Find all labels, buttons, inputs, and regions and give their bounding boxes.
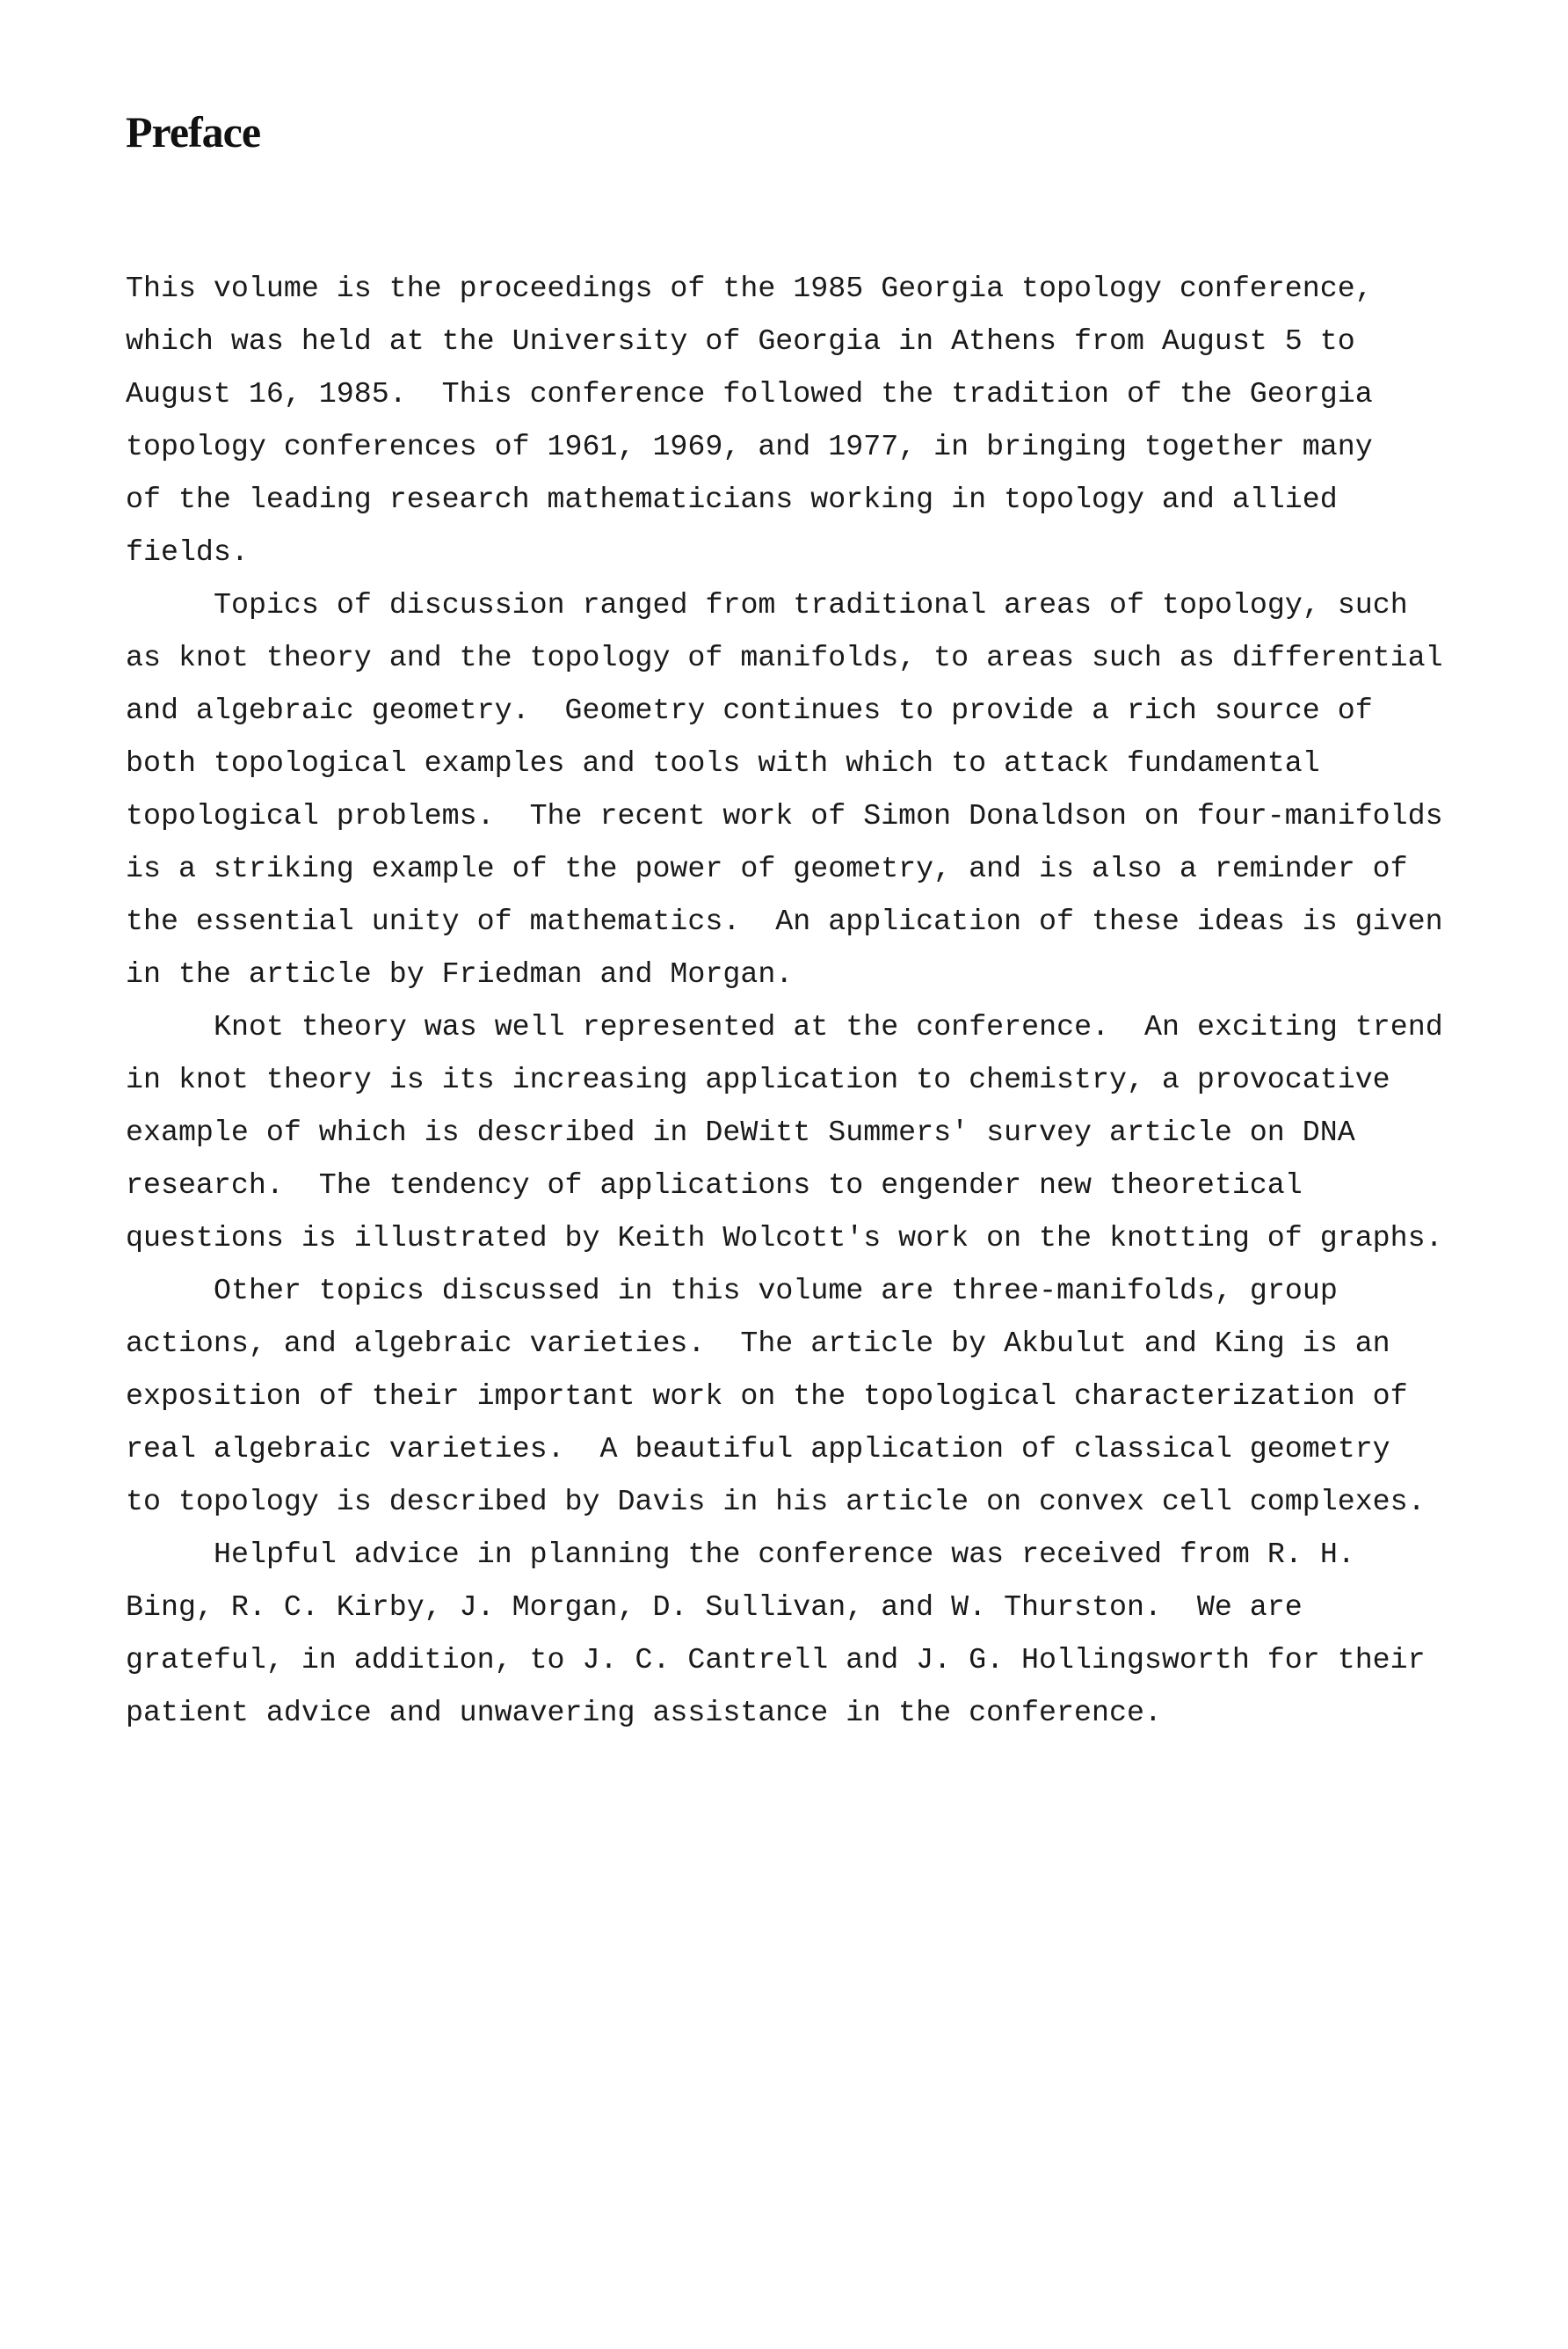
paragraph-4 [126,1264,1497,1528]
paragraph-1 [126,262,1497,578]
text-line: topological problems. The recent work of Simon Donaldson on four-manifolds [126,799,1443,833]
text-line: research. The tendency of applications to engender new theoretical [126,1168,1303,1202]
text-line: real algebraic varieties. A beautiful application of classical geometry [126,1432,1390,1465]
text-line: August 16, 1985. This conference followed the tradition of the Georgia [126,377,1373,411]
text-line: fields. [126,535,249,569]
text-line: Other topics discussed in this volume are three-manifolds, group [214,1274,1338,1307]
text-line: Helpful advice in planning the conference was received from R. H. [214,1538,1355,1571]
text-line: in the article by Friedman and Morgan. [126,957,794,991]
text-line: example of which is described in DeWitt Summers' survey article on DNA [126,1116,1355,1149]
text-line: both topological examples and tools with which to attack fundamental [126,746,1320,780]
text-line: patient advice and unwavering assistance in the conference. [126,1696,1162,1729]
text-line: actions, and algebraic varieties. The article by Akbulut and King is an [126,1327,1390,1360]
text-line: the essential unity of mathematics. An application of these ideas is given [126,905,1443,938]
page-title: Preface [126,107,261,156]
text-line: questions is illustrated by Keith Wolcott's work on the knotting of graphs. [126,1221,1443,1254]
text-line: Topics of discussion ranged from traditional areas of topology, such [214,588,1408,622]
paragraph-5 [126,1528,1497,1739]
text-line: to topology is described by Davis in his article on convex cell complexes. [126,1485,1426,1518]
text-line: is a striking example of the power of geometry, and is also a reminder of [126,852,1408,885]
text-line: as knot theory and the topology of manifolds, to areas such as differential [126,641,1443,674]
paragraph-2 [126,578,1497,1000]
text-line: Bing, R. C. Kirby, J. Morgan, D. Sullivan, and W. Thurston. We are [126,1590,1303,1624]
text-line: topology conferences of 1961, 1969, and 1977, in bringing together many [126,430,1373,463]
text-line: and algebraic geometry. Geometry continues to provide a rich source of [126,694,1373,727]
text-line: of the leading research mathematicians working in topology and allied [126,483,1338,516]
text-line: Knot theory was well represented at the conference. An exciting trend [214,1010,1443,1044]
text-line: in knot theory is its increasing application to chemistry, a provocative [126,1063,1390,1096]
text-line: which was held at the University of Georgia in Athens from August 5 to [126,324,1355,358]
preface-body [126,262,1497,1739]
paragraph-3 [126,1000,1497,1264]
text-line: This volume is the proceedings of the 1985 Georgia topology conference, [126,272,1373,305]
text-line: exposition of their important work on the topological characterization of [126,1379,1408,1413]
text-line: grateful, in addition, to J. C. Cantrell and J. G. Hollingsworth for their [126,1643,1426,1676]
